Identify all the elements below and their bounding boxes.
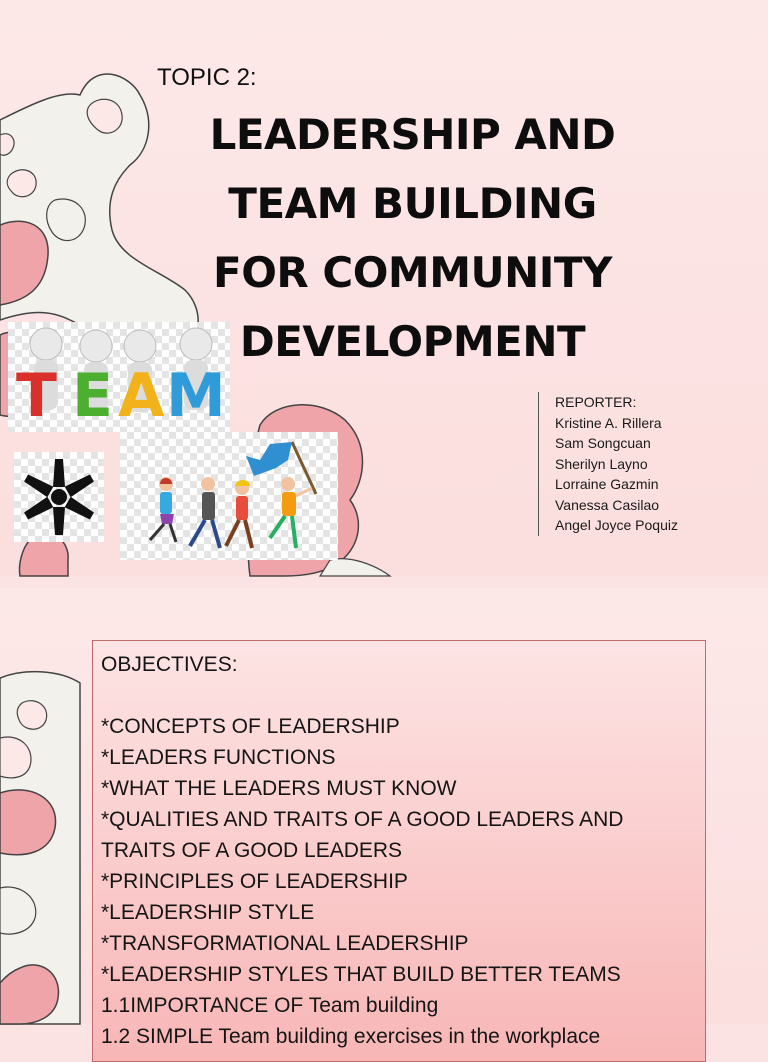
objective-item: TRAITS OF A GOOD LEADERS [101,839,403,862]
title-line-2: TEAM BUILDING [228,179,597,228]
objective-item: *PRINCIPLES OF LEADERSHIP [101,870,408,893]
team-illustration [8,322,230,432]
hands-unity-icon [14,452,104,542]
team-letter-t: T [16,361,57,431]
person-4 [270,477,312,548]
hands-circle-image [14,452,104,542]
objective-item: *CONCEPTS OF LEADERSHIP [101,715,400,738]
figure-a [118,330,165,431]
figure-t [16,328,62,431]
reporter-name: Kristine A. Rillera [555,414,662,431]
team-figures-graphic [8,322,230,432]
objective-item: *LEADERSHIP STYLE [101,901,315,924]
reporter-name: Angel Joyce Poquiz [555,517,678,533]
running-team-graphic [120,432,338,560]
reporter-name: Lorraine Gazmin [555,476,659,492]
objectives-box [92,640,706,1062]
objective-item: 1.2 SIMPLE Team building exercises in the workplace [101,1025,601,1048]
objective-item: 1.1IMPORTANCE OF Team building [101,994,439,1017]
slide-title [180,100,645,376]
team-letter-e: E [72,361,113,431]
objectives-text [101,649,623,1052]
title-line-1: LEADERSHIP AND [209,110,616,159]
objective-item: *WHAT THE LEADERS MUST KNOW [101,777,457,800]
reporter-label: REPORTER: [555,394,637,410]
reporter-name: Sam Songcuan [555,435,651,451]
person-2 [190,477,220,548]
spacer [101,680,623,711]
people-flag-illustration [120,432,338,560]
reporter-name: Vanessa Casilao [555,496,660,513]
title-line-3: FOR COMMUNITY [213,248,612,297]
objective-item: *LEADERSHIP STYLES THAT BUILD BETTER TEAMS [101,963,621,986]
objectives-slide [0,588,768,1048]
objective-item: *TRANSFORMATIONAL LEADERSHIP [101,932,469,955]
person-1 [150,477,176,542]
objectives-heading: OBJECTIVES: [101,653,238,676]
figure-m [166,328,226,431]
person-3 [226,480,252,548]
objective-item: *QUALITIES AND TRAITS OF A GOOD LEADERS AND [101,808,624,831]
title-line-4: DEVELOPMENT [239,317,586,366]
reporter-list [538,392,678,536]
figure-e [72,330,113,431]
objective-item: *LEADERS FUNCTIONS [101,746,336,769]
reporter-name: Sherilyn Layno [555,455,648,472]
topic-label: TOPIC 2: [157,64,257,91]
team-letter-m: M [166,361,226,431]
team-letter-a: A [118,361,165,431]
